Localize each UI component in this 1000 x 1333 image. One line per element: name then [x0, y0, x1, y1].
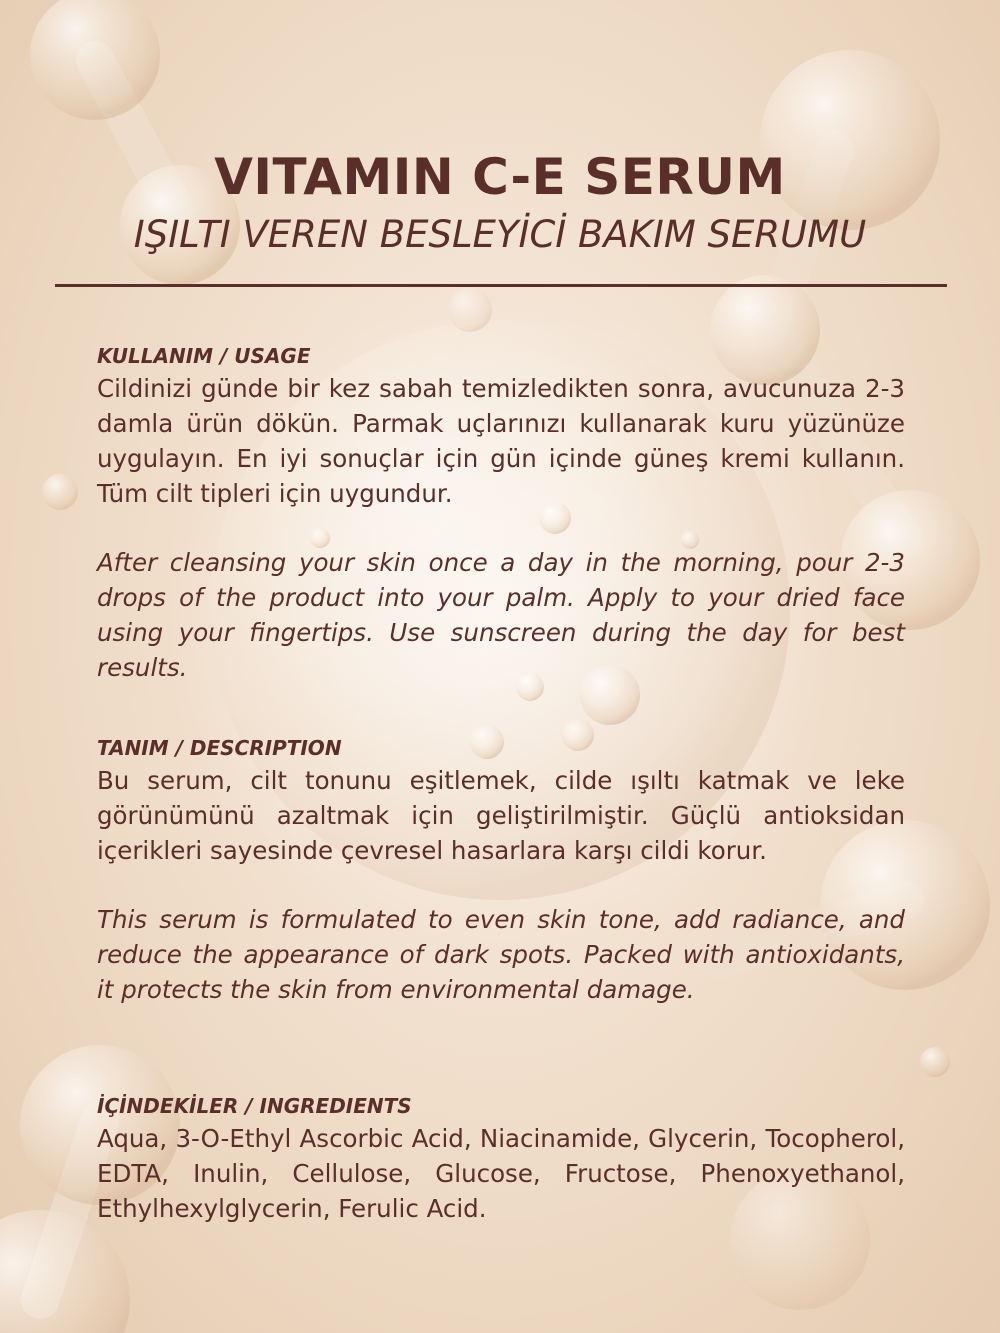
header-divider — [55, 284, 947, 287]
product-title: VITAMIN C-E SERUM — [214, 148, 786, 206]
ingredients-text: Aqua, 3-O-Ethyl Ascorbic Acid, Niacinamide, Glycerin, Tocopherol, EDTA, Inulin, Cellulose, Glucose, Fructose, Phenoxyethanol, Ethylhexylglycerin, Ferulic Acid. — [97, 1124, 905, 1223]
description-text-tr: Bu serum, cilt tonunu eşitlemek, cilde ışıltı katmak ve leke görünümünü azaltmak için geliştirilmiştir. Güçlü antioksidan içerikleri sayesinde çevresel hasarlara karşı cildi korur. — [97, 766, 905, 865]
usage-heading: KULLANIM / USAGE — [97, 344, 311, 368]
usage-section — [97, 343, 905, 685]
usage-text-tr: Cildinizi günde bir kez sabah temizledikten sonra, avucunuza 2-3 damla ürün dökün. Parmak uçlarınızı kullanarak kuru yüzünüze uygulayın. En iyi sonuçlar için gün içinde güneş kremi kullanın. Tüm cilt tipleri için uygundur. — [97, 374, 905, 508]
product-subtitle: IŞILTI VEREN BESLEYİCİ BAKIM SERUMU — [133, 213, 867, 256]
description-section — [97, 735, 905, 1007]
description-text-en: This serum is formulated to even skin tone, add radiance, and reduce the appearance of dark spots. Packed with antioxidants, it protects the skin from environmental damage. — [97, 905, 905, 1004]
description-heading: TANIM / DESCRIPTION — [97, 736, 342, 760]
usage-text-en: After cleansing your skin once a day in the morning, pour 2-3 drops of the product into your palm. Apply to your dried face using your fingertips. Use sunscreen during the day for best results. — [97, 548, 905, 682]
ingredients-section — [97, 1093, 905, 1226]
ingredients-heading: İÇİNDEKİLER / INGREDIENTS — [97, 1094, 412, 1118]
